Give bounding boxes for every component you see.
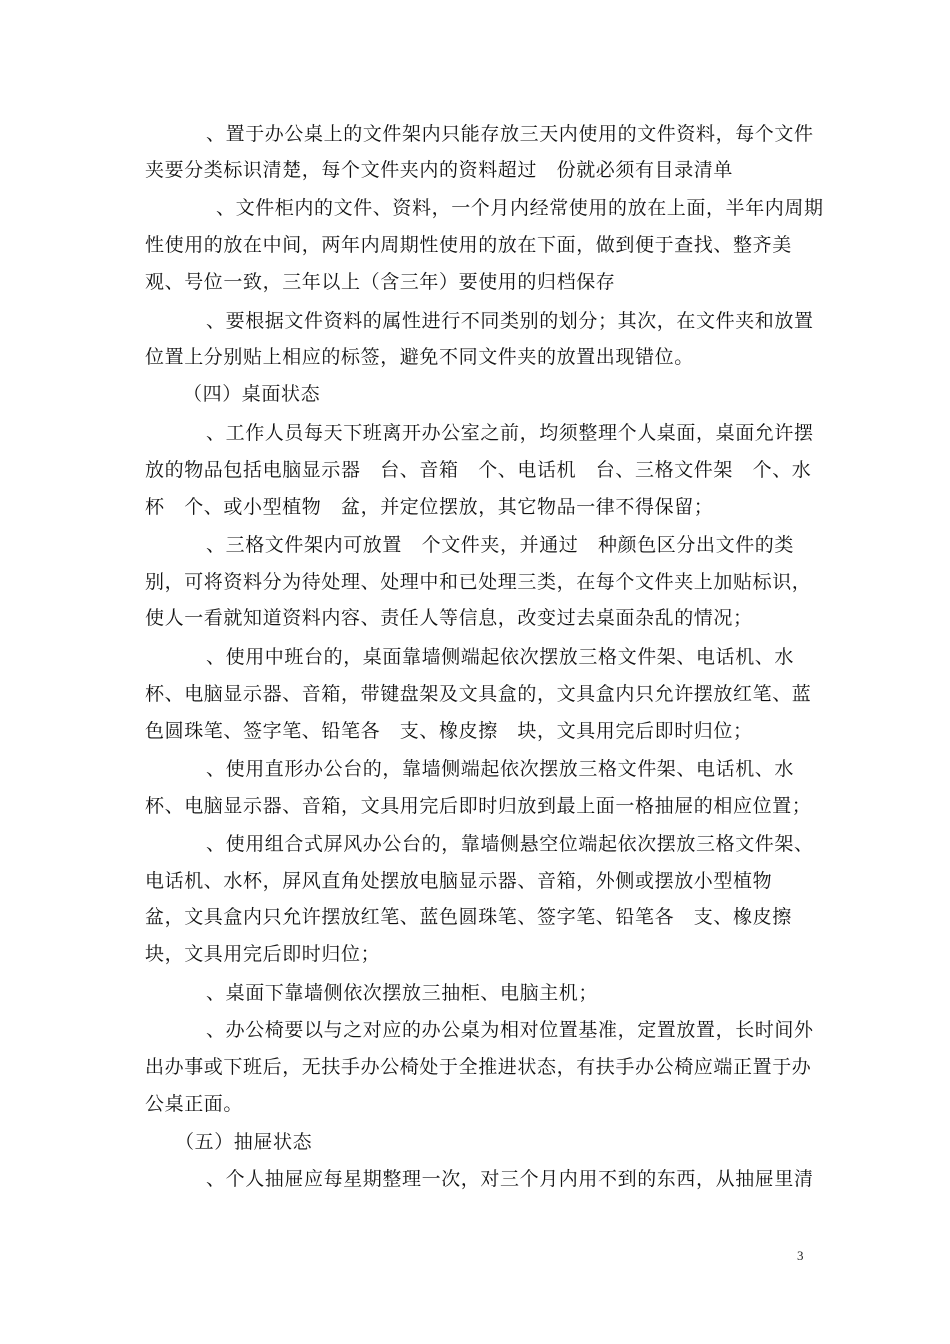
body-line: 、三格文件架内可放置 个文件夹，并通过 种颜色区分出文件的类 <box>206 534 795 556</box>
body-line: 、置于办公桌上的文件架内只能存放三天内使用的文件资料，每个文件 <box>206 123 814 145</box>
section-heading: （五）抽屉状态 <box>175 1131 313 1153</box>
body-line: 、使用中班台的，桌面靠墙侧端起依次摆放三格文件架、电话机、水 <box>206 646 795 668</box>
body-line: 夹要分类标识清楚，每个文件夹内的资料超过 份就必须有目录清单 <box>145 159 734 181</box>
body-line: 别，可将资料分为待处理、处理中和已处理三类，在每个文件夹上加贴标识， <box>145 571 812 593</box>
section-heading: （四）桌面状态 <box>183 383 321 405</box>
body-line: 放的物品包括电脑显示器 台、音箱 个、电话机 台、三格文件架 个、水 <box>145 459 812 481</box>
body-line: 电话机、水杯，屏风直角处摆放电脑显示器、音箱，外侧或摆放小型植物 <box>145 870 773 892</box>
body-line: 杯、电脑显示器、音箱，文具用完后即时归放到最上面一格抽屉的相应位置； <box>145 795 812 817</box>
body-line: 、办公椅要以与之对应的办公桌为相对位置基准，定置放置，长时间外 <box>206 1019 814 1041</box>
body-line: 、桌面下靠墙侧依次摆放三抽柜、电脑主机； <box>206 982 599 1004</box>
body-line: 杯、电脑显示器、音箱，带键盘架及文具盒的，文具盒内只允许摆放红笔、蓝 <box>145 683 812 705</box>
body-line: 、使用组合式屏风办公台的，靠墙侧悬空位端起依次摆放三格文件架、 <box>206 833 814 855</box>
body-line: 出办事或下班后，无扶手办公椅处于全推进状态，有扶手办公椅应端正置于办 <box>145 1056 812 1078</box>
body-line: 公桌正面。 <box>145 1093 244 1115</box>
body-line: 、文件柜内的文件、资料，一个月内经常使用的放在上面，半年内周期 <box>216 197 824 219</box>
body-line: 观、号位一致，三年以上（含三年）要使用的归档保存 <box>145 271 616 293</box>
page-number: 3 <box>797 1248 804 1263</box>
body-line: 杯 个、或小型植物 盆，并定位摆放，其它物品一律不得保留； <box>145 496 714 518</box>
body-line: 使人一看就知道资料内容、责任人等信息，改变过去桌面杂乱的情况； <box>145 607 753 629</box>
body-line: 性使用的放在中间，两年内周期性使用的放在下面，做到便于查找、整齐美 <box>145 234 792 256</box>
body-line: 盆，文具盒内只允许摆放红笔、蓝色圆珠笔、签字笔、铅笔各 支、橡皮擦 <box>145 906 792 928</box>
body-line: 色圆珠笔、签字笔、铅笔各 支、橡皮擦 块，文具用完后即时归位； <box>145 720 753 742</box>
body-line: 、使用直形办公台的，靠墙侧端起依次摆放三格文件架、电话机、水 <box>206 758 795 780</box>
body-line: 位置上分别贴上相应的标签，避免不同文件夹的放置出现错位。 <box>145 346 694 368</box>
body-line: 、个人抽屉应每星期整理一次，对三个月内用不到的东西，从抽屉里清 <box>206 1168 814 1190</box>
body-line: 、工作人员每天下班离开办公室之前，均须整理个人桌面，桌面允许摆 <box>206 422 814 444</box>
body-line: 、要根据文件资料的属性进行不同类别的划分；其次，在文件夹和放置 <box>206 310 814 332</box>
body-line: 块，文具用完后即时归位； <box>145 943 381 965</box>
